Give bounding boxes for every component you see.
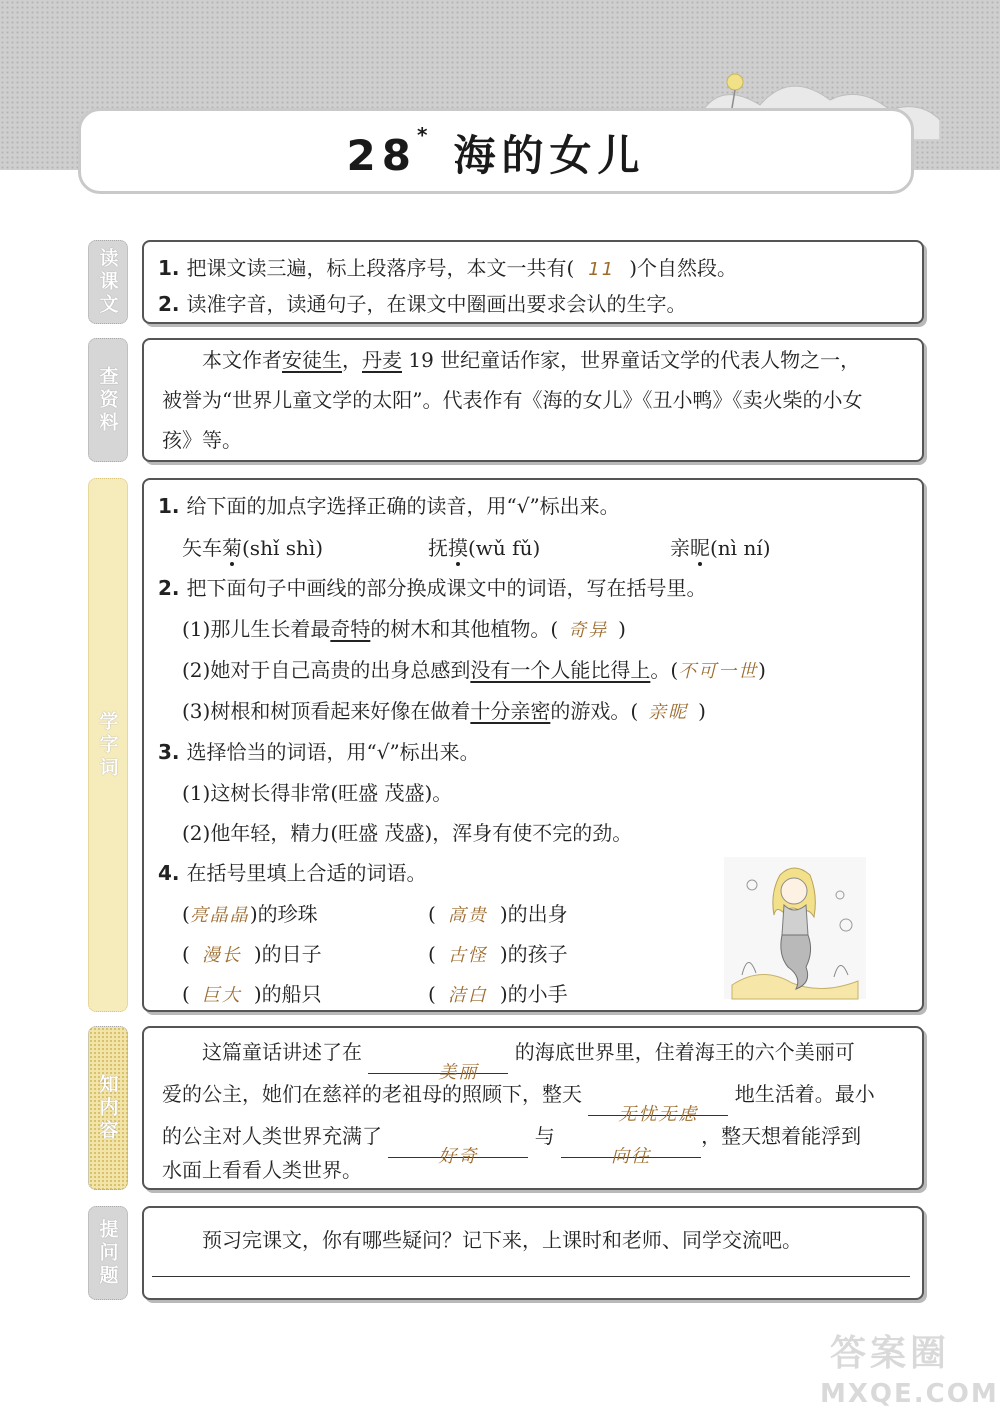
info-box (142, 338, 924, 462)
fill-item: ( 巨大 )的船只 (182, 982, 322, 1006)
read-box (142, 240, 924, 324)
fill-item: ( 洁白 )的小手 (428, 982, 568, 1006)
words-q4-title: 4. 在括号里填上合适的词语。 (158, 861, 427, 885)
fill-item: (亮晶晶)的珍珠 (182, 902, 318, 926)
pinyin-item: 亲昵(nì ní) (670, 536, 771, 560)
pinyin-item: 矢车菊(shǐ shì) (182, 536, 324, 560)
words-q3-title: 3. 选择恰当的词语，用“√”标出来。 (158, 740, 480, 764)
summary-line-4: 水面上看看人类世界。 (162, 1158, 362, 1182)
ask-box (142, 1206, 924, 1300)
fill-item: ( 高贵 )的出身 (428, 902, 568, 926)
section-label-read: 读课文 (88, 240, 128, 324)
summary-line-1: 这篇童话讲述了在 美丽 的海底世界里，住着海王的六个美丽可 (202, 1040, 855, 1083)
title-box (78, 108, 914, 194)
page-title: 28* 海的女儿 (346, 123, 646, 180)
replace-item: (1)那儿生长着最奇特的树木和其他植物。( 奇异 ) (182, 617, 626, 641)
replace-item: (3)树根和树顶看起来好像在做着十分亲密的游戏。( 亲昵 ) (182, 699, 706, 723)
read-q2: 2. 读准字音，读通句子，在课文中圈画出要求会认的生字。 (158, 292, 687, 316)
summary-line-3: 的公主对人类世界充满了 好奇 与 向往，整天想着能浮到 (162, 1124, 862, 1167)
answer-paragraph-count: 11 (588, 259, 616, 280)
fill-item: ( 漫长 )的日子 (182, 942, 322, 966)
section-label-words: 学字词 (88, 478, 128, 1012)
info-line-2: 被誉为“世界儿童文学的太阳”。代表作有《海的女儿》《丑小鸭》《卖火柴的小女 (162, 388, 863, 412)
section-label-summary: 知内容 (88, 1026, 128, 1190)
fill-item: ( 古怪 )的孩子 (428, 942, 568, 966)
pinyin-item: 抚摸(wǔ fǔ) (428, 536, 541, 560)
replace-item: (2)她对于自己高贵的出身总感到没有一个人能比得上。(不可一世) (182, 658, 766, 682)
choice-item: (1)这树长得非常(旺盛 茂盛)。 (182, 781, 453, 805)
read-q1: 1. 把课文读三遍，标上段落序号，本文一共有( 11 )个自然段。 (158, 256, 738, 280)
answer-writing-line[interactable] (152, 1276, 910, 1277)
summary-line-2: 爱的公主，她们在慈祥的老祖母的照顾下，整天 无忧无虑 地生活着。最小 (162, 1082, 875, 1125)
ask-prompt: 预习完课文，你有哪些疑问？记下来，上课时和老师、同学交流吧。 (202, 1228, 802, 1252)
section-label-ask: 提问题 (88, 1206, 128, 1300)
words-q2-title: 2. 把下面句子中画线的部分换成课文中的词语，写在括号里。 (158, 576, 707, 600)
mermaid-illustration (722, 855, 868, 1001)
info-line-3: 孩》等。 (162, 428, 242, 452)
summary-box (142, 1026, 924, 1190)
info-paragraph: 本文作者安徒生，丹麦 19 世纪童话作家，世界童话文学的代表人物之一， (202, 348, 861, 372)
words-q1-title: 1. 给下面的加点字选择正确的读音，用“√”标出来。 (158, 494, 620, 518)
choice-item: (2)他年轻，精力(旺盛 茂盛)，浑身有使不完的劲。 (182, 821, 633, 845)
section-label-info: 查资料 (88, 338, 128, 462)
watermark-logo: 答案圈 MXQE.COM (820, 1333, 999, 1409)
